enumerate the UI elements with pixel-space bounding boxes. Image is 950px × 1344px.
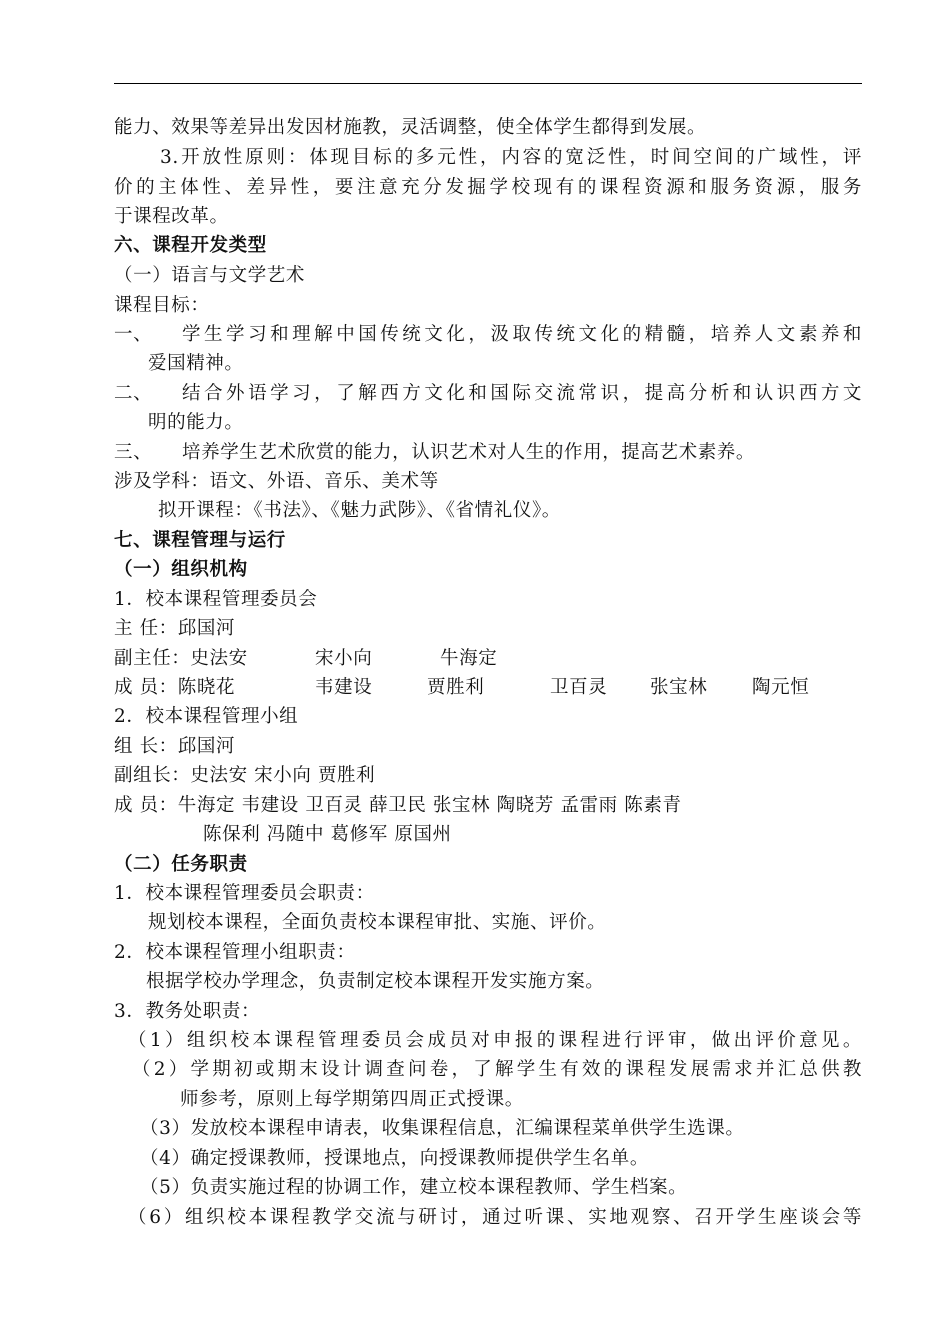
member-name: 卫百灵: [550, 677, 608, 698]
subsection-heading: （二）任务职责: [114, 854, 248, 875]
text-line: 课程目标：: [114, 295, 210, 316]
text-line: 3.开放性原则：体现目标的多元性，内容的宽泛性，时间空间的广域性，评: [160, 147, 862, 168]
section-heading: 六、课程开发类型: [114, 235, 267, 256]
list-bullet: 一、: [114, 324, 153, 345]
list-item: 一、 学生学习和理解中国传统文化，汲取传统文化的精髓，培养人文素养和: [114, 321, 862, 349]
text-line: 2．校本课程管理小组职责：: [114, 942, 356, 963]
member-name: 贾胜利: [427, 677, 485, 698]
list-item: 三、 培养学生艺术欣赏的能力，认识艺术对人生的作用，提高艺术素养。: [114, 439, 755, 467]
section-heading: 七、课程管理与运行: [114, 530, 286, 551]
text-line: 3．教务处职责：: [114, 1001, 261, 1022]
text-line: 明的能力。: [148, 412, 244, 433]
text-line: 规划校本课程，全面负责校本课程审批、实施、评价。: [148, 912, 607, 933]
text-line: 根据学校办学理念，负责制定校本课程开发实施方案。: [146, 971, 605, 992]
text-line: 副主任：史法安: [114, 648, 248, 669]
text-line: 2．校本课程管理小组: [114, 706, 299, 727]
text-line: 主 任：邱国河: [114, 618, 236, 639]
text-line: 涉及学科：语文、外语、音乐、美术等: [114, 471, 439, 492]
list-bullet: 二、: [114, 383, 153, 404]
subsection-heading: （一）组织机构: [114, 559, 248, 580]
member-name: 韦建设: [315, 677, 373, 698]
text-line: 副组长：史法安 宋小向 贾胜利: [114, 765, 376, 786]
list-bullet: 三、: [114, 442, 153, 463]
text-line: （3）发放校本课程申请表，收集课程信息，汇编课程菜单供学生选课。: [140, 1118, 745, 1139]
text-line: （1）组织校本课程管理委员会成员对申报的课程进行评审，做出评价意见。: [128, 1030, 862, 1051]
text-line: 1．校本课程管理委员会职责：: [114, 883, 375, 904]
text-line: 拟开课程：《书法》、《魅力武陟》、《省情礼仪》。: [158, 500, 561, 521]
text-line: 师参考，原则上每学期第四周正式授课。: [180, 1089, 524, 1110]
member-name: 张宝林: [650, 677, 708, 698]
member-name: 宋小向: [315, 648, 373, 669]
subsection-heading: （一）语言与文学艺术: [114, 265, 306, 286]
text-line: 成 员：陈晓花: [114, 677, 236, 698]
text-line: 爱国精神。: [148, 353, 244, 374]
text-line: （5）负责实施过程的协调工作，建立校本课程教师、学生档案。: [140, 1177, 688, 1198]
text-line: 陈保利 冯随中 葛修军 原国州: [203, 824, 452, 845]
text-line: 1．校本课程管理委员会: [114, 589, 318, 610]
text-line: 成 员：牛海定 韦建设 卫百灵 薛卫民 张宝林 陶晓芳 孟雷雨 陈素青: [114, 795, 682, 816]
member-name: 陶元恒: [752, 677, 810, 698]
list-item: 二、 结合外语学习，了解西方文化和国际交流常识，提高分析和认识西方文: [114, 380, 862, 408]
header-rule: [114, 83, 862, 84]
text-line: 组 长：邱国河: [114, 736, 236, 757]
text-line: 能力、效果等差异出发因材施教，灵活调整，使全体学生都得到发展。: [114, 117, 707, 138]
text-line: （6）组织校本课程教学交流与研讨，通过听课、实地观察、召开学生座谈会等: [128, 1207, 862, 1228]
text-line: （4）确定授课教师，授课地点，向授课教师提供学生名单。: [140, 1148, 649, 1169]
member-name: 牛海定: [440, 648, 498, 669]
text-line: （2）学期初或期末设计调查问卷，了解学生有效的课程发展需求并汇总供教: [132, 1059, 862, 1080]
text-line: 于课程改革。: [114, 206, 229, 227]
text-line: 价的主体性、差异性，要注意充分发掘学校现有的课程资源和服务资源，服务: [114, 177, 862, 198]
